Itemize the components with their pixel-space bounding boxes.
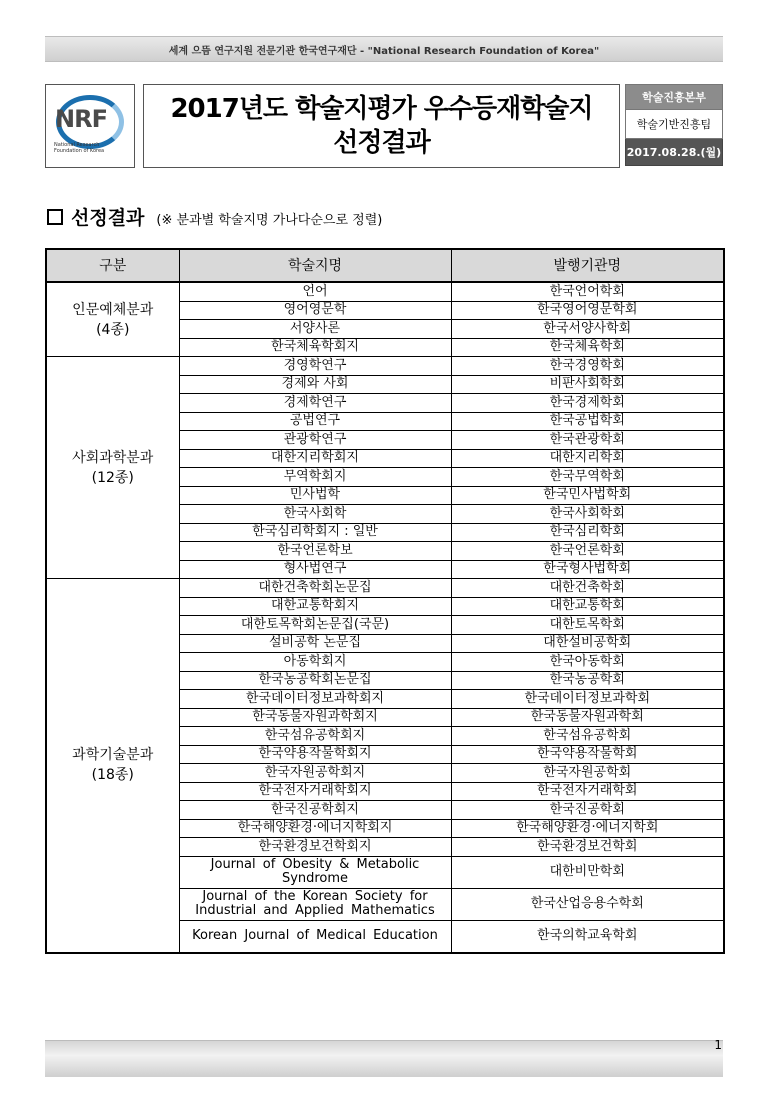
journal-name-cell: 공법연구 [179, 412, 451, 431]
publisher-cell: 한국언론학회 [451, 542, 724, 561]
publisher-cell: 한국언어학회 [451, 282, 724, 301]
journal-name-cell: 한국사회학 [179, 505, 451, 524]
logo-subtitle: National Research Foundation of Korea [54, 142, 105, 154]
journal-name-cell: Journal of the Korean Society for Industrial and Applied Mathematics [179, 888, 451, 920]
publisher-cell: 대한비만학회 [451, 856, 724, 888]
publisher-cell: 한국경영학회 [451, 357, 724, 376]
table-row [46, 282, 724, 301]
header [45, 84, 723, 168]
journal-name-cell: 대한토목학회논문집(국문) [179, 616, 451, 635]
publisher-cell: 한국민사법학회 [451, 486, 724, 505]
publisher-cell: 한국농공학회 [451, 671, 724, 690]
publisher-cell: 대한건축학회 [451, 579, 724, 598]
header-category: 구분 [46, 249, 179, 282]
journal-name-cell: 설비공학 논문집 [179, 634, 451, 653]
table-row [46, 357, 724, 376]
journal-name-cell: 한국동물자원과학회지 [179, 708, 451, 727]
journal-name-cell: 한국해양환경·에너지학회지 [179, 819, 451, 838]
journal-name-cell: 한국약용작물학회지 [179, 745, 451, 764]
publisher-cell: 한국서양사학회 [451, 320, 724, 339]
group-count: (12종) [91, 469, 134, 486]
publisher-cell: 대한토목학회 [451, 616, 724, 635]
journal-name-cell: 민사법학 [179, 486, 451, 505]
publisher-cell: 한국공법학회 [451, 412, 724, 431]
publisher-cell: 비판사회학회 [451, 375, 724, 394]
publisher-cell: 한국사회학회 [451, 505, 724, 524]
journal-name-cell: 아동학회지 [179, 653, 451, 672]
header-journal: 학술지명 [179, 249, 451, 282]
publisher-cell: 한국섬유공학회 [451, 727, 724, 746]
journal-name-cell: 경제와 사회 [179, 375, 451, 394]
group-name: 과학기술분과 [72, 747, 154, 764]
journal-name-cell: 한국진공학회지 [179, 801, 451, 820]
publisher-cell: 한국전자거래학회 [451, 782, 724, 801]
publisher-cell: 한국데이터정보과학회 [451, 690, 724, 709]
logo-mark: NRF [55, 105, 107, 133]
publisher-cell: 한국경제학회 [451, 394, 724, 413]
journal-name-cell: 한국언론학보 [179, 542, 451, 561]
journal-name-cell: 한국데이터정보과학회지 [179, 690, 451, 709]
nrf-logo [45, 84, 135, 168]
journal-name-cell: 언어 [179, 282, 451, 301]
publisher-cell: 대한설비공학회 [451, 634, 724, 653]
group-count: (4종) [96, 321, 130, 338]
publisher-cell: 한국약용작물학회 [451, 745, 724, 764]
publisher-cell: 한국환경보건학회 [451, 838, 724, 857]
footer-bar [45, 1040, 723, 1077]
journal-name-cell: 한국환경보건학회지 [179, 838, 451, 857]
journal-name-cell: 한국체육학회지 [179, 338, 451, 357]
title-line-1: 2017년도 학술지평가 우수등재학술지 [170, 94, 593, 124]
publisher-cell: 한국심리학회 [451, 523, 724, 542]
publisher-cell: 한국영어영문학회 [451, 301, 724, 320]
journal-name-cell: 관광학연구 [179, 431, 451, 450]
journal-name-cell: 서양사론 [179, 320, 451, 339]
document-title [143, 84, 620, 168]
team-label: 학술기반진흥팀 [625, 110, 723, 139]
group-name: 사회과학분과 [72, 449, 154, 466]
journal-name-cell: Journal of Obesity & Metabolic Syndrome [179, 856, 451, 888]
publisher-cell: 한국무역학회 [451, 468, 724, 487]
publisher-cell: 대한지리학회 [451, 449, 724, 468]
publisher-cell: 한국진공학회 [451, 801, 724, 820]
publisher-cell: 한국형사법학회 [451, 560, 724, 579]
publisher-cell: 한국아동학회 [451, 653, 724, 672]
top-banner: 세계 으뜸 연구지원 전문기관 한국연구재단 - "National Research Foundation of Korea" [45, 36, 723, 62]
date-label: 2017.08.28.(월) [625, 139, 723, 166]
info-column [625, 84, 723, 168]
group-name: 인문예체분과 [72, 301, 154, 318]
journal-name-cell: 대한지리학회지 [179, 449, 451, 468]
journal-name-cell: 경영학연구 [179, 357, 451, 376]
journal-name-cell: Korean Journal of Medical Education [179, 920, 451, 953]
department-label: 학술진흥본부 [625, 84, 723, 110]
publisher-cell: 한국자원공학회 [451, 764, 724, 783]
table-header-row [46, 249, 724, 282]
journal-name-cell: 경제학연구 [179, 394, 451, 413]
journal-name-cell: 무역학회지 [179, 468, 451, 487]
group-cell [46, 282, 179, 357]
group-cell [46, 579, 179, 953]
section-note: (※ 분과별 학술지명 가나다순으로 정렬) [156, 213, 383, 228]
journal-name-cell: 대한교통학회지 [179, 597, 451, 616]
journal-name-cell: 영어영문학 [179, 301, 451, 320]
title-line-2: 선정결과 [333, 128, 430, 158]
table-row [46, 579, 724, 598]
section-title: 선정결과 [71, 207, 145, 229]
journal-name-cell: 한국농공학회논문집 [179, 671, 451, 690]
page-number: 1 [714, 1038, 722, 1052]
results-table [45, 248, 725, 954]
publisher-cell: 대한교통학회 [451, 597, 724, 616]
journal-name-cell: 한국자원공학회지 [179, 764, 451, 783]
publisher-cell: 한국동물자원과학회 [451, 708, 724, 727]
checkbox-square-icon [47, 209, 63, 225]
section-heading [47, 203, 382, 230]
publisher-cell: 한국체육학회 [451, 338, 724, 357]
group-count: (18종) [91, 767, 134, 784]
journal-name-cell: 대한건축학회논문집 [179, 579, 451, 598]
journal-name-cell: 한국심리학회지 : 일반 [179, 523, 451, 542]
header-publisher: 발행기관명 [451, 249, 724, 282]
table-body [46, 282, 724, 953]
publisher-cell: 한국관광학회 [451, 431, 724, 450]
publisher-cell: 한국의학교육학회 [451, 920, 724, 953]
publisher-cell: 한국해양환경·에너지학회 [451, 819, 724, 838]
journal-name-cell: 한국전자거래학회지 [179, 782, 451, 801]
journal-name-cell: 형사법연구 [179, 560, 451, 579]
group-cell [46, 357, 179, 579]
journal-name-cell: 한국섬유공학회지 [179, 727, 451, 746]
publisher-cell: 한국산업응용수학회 [451, 888, 724, 920]
